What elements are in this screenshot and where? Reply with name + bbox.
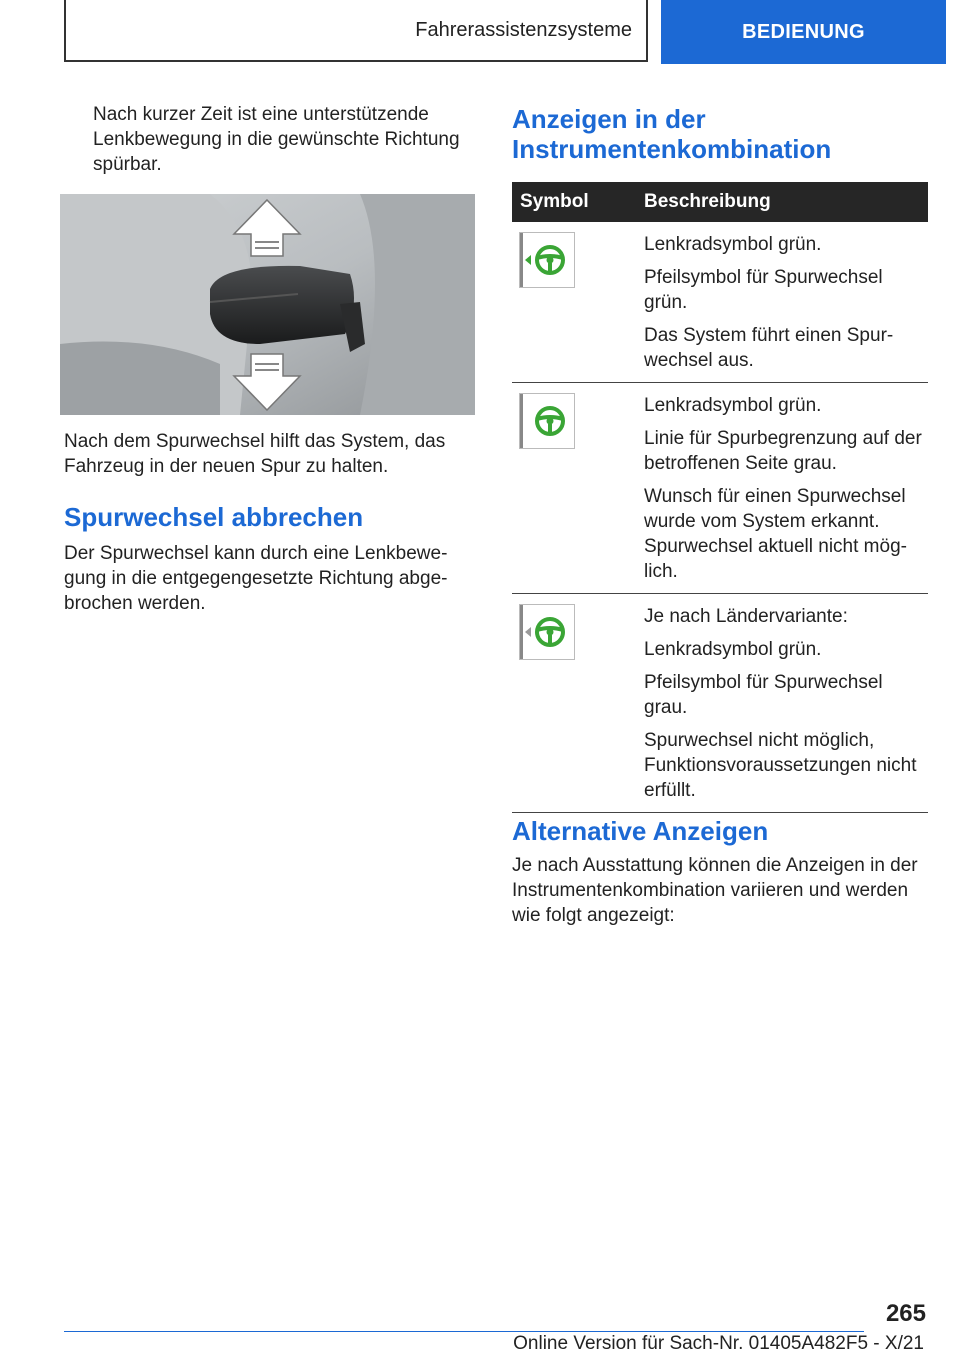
col-header-description: Beschreibung bbox=[644, 191, 771, 212]
display-heading: Anzeigen in der Instrumentenkombination bbox=[512, 104, 832, 164]
row1-line1: Lenkradsymbol grün. bbox=[644, 234, 822, 255]
row1-line3: Das System führt einen Spurwechsel aus. bbox=[644, 325, 894, 371]
row1-line2: Pfeilsymbol für Spurwechsel grün. bbox=[644, 267, 883, 313]
cancel-paragraph: Der Spurwechsel kann durch eine Lenkbewegung in die entgegengesetzte Richtung abgebrochen werden. bbox=[64, 543, 448, 614]
cancel-heading: Spurwechsel abbrechen bbox=[64, 502, 364, 532]
alternative-heading: Alternative Anzeigen bbox=[512, 816, 769, 846]
steering-wheel-green-gray-line-icon bbox=[519, 393, 575, 449]
steering-wheel-green-gray-arrow-icon bbox=[519, 604, 575, 660]
row3-line2: Lenkradsymbol grün. bbox=[644, 639, 822, 660]
table-row bbox=[512, 594, 928, 813]
chapter-header-tab bbox=[661, 0, 946, 64]
table-row bbox=[512, 222, 928, 383]
online-version-footer: Online Version für Sach-Nr. 01405A482F5 - X/21 bbox=[513, 1333, 924, 1354]
steering-wheel-green-arrow-icon bbox=[519, 232, 575, 288]
row2-line3: Wunsch für einen Spurwechsel wurde vom System erkannt. Spurwechsel aktuell nicht möglich. bbox=[644, 486, 907, 582]
lane-change-stalk-illustration bbox=[60, 194, 475, 415]
row3-line1: Je nach Ländervariante: bbox=[644, 606, 848, 627]
footer-divider bbox=[64, 1331, 864, 1332]
table-row bbox=[512, 383, 928, 594]
alternative-paragraph: Je nach Ausstattung können die Anzeigen in der Instrumentenkombination variieren und werden wie folgt angezeigt: bbox=[512, 855, 918, 926]
table-header bbox=[512, 182, 928, 222]
section-title: Fahrerassistenzsysteme bbox=[415, 18, 632, 41]
col-header-symbol: Symbol bbox=[520, 191, 589, 212]
row3-line4: Spurwechsel nicht möglich, Funktionsvoraussetzungen nicht erfüllt. bbox=[644, 730, 917, 801]
section-header-tab bbox=[64, 0, 648, 62]
intro-paragraph: Nach kurzer Zeit ist eine unterstützende Lenkbewegung in die gewünschte Richtung spürbar. bbox=[93, 104, 460, 175]
after-image-paragraph: Nach dem Spurwechsel hilft das System, das Fahrzeug in der neuen Spur zu halten. bbox=[64, 431, 446, 477]
chapter-title: BEDIENUNG bbox=[742, 20, 865, 43]
page-number: 265 bbox=[885, 1300, 926, 1327]
symbol-table bbox=[512, 182, 928, 813]
row2-line2: Linie für Spurbegrenzung auf der betroffenen Seite grau. bbox=[644, 428, 922, 474]
row3-line3: Pfeilsymbol für Spurwechsel grau. bbox=[644, 672, 883, 718]
row2-line1: Lenkradsymbol grün. bbox=[644, 395, 822, 416]
